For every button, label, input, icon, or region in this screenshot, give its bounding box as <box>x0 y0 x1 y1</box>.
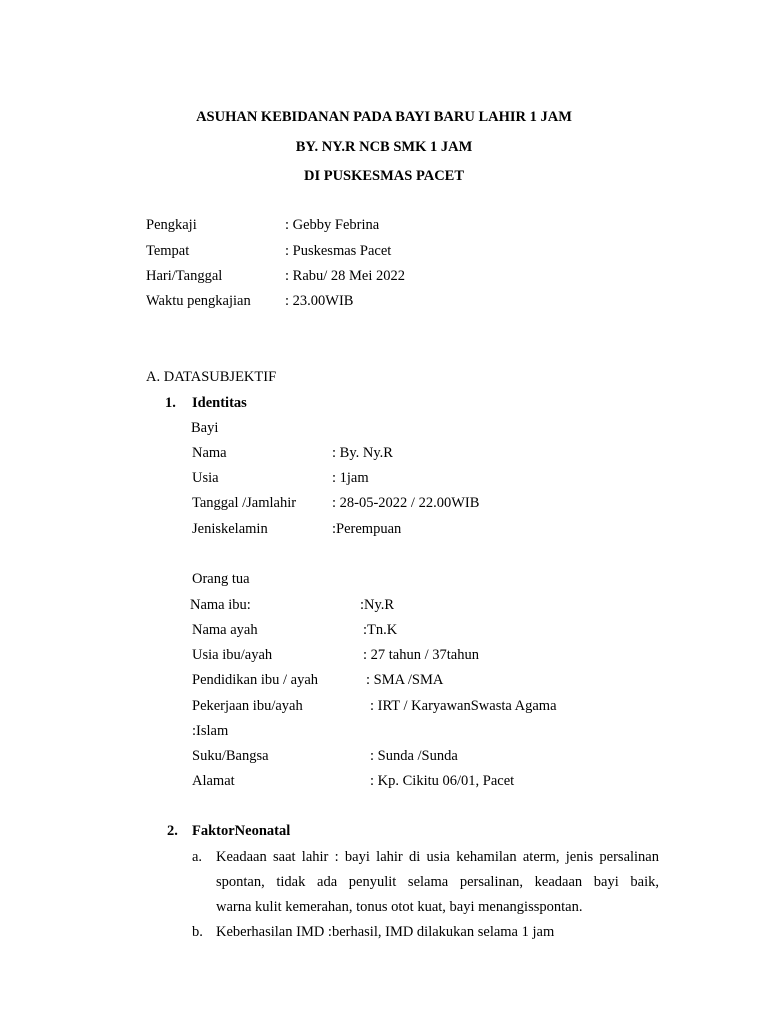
ortu-alamat-value: : Kp. Cikitu 06/01, Pacet <box>370 773 515 789</box>
info-value-pengkaji: : Gebby Febrina <box>285 217 380 233</box>
ortu-pekerjaan-value: : IRT / KaryawanSwasta Agama <box>370 698 557 714</box>
ortu-nama-ibu-value: :Ny.R <box>360 597 395 613</box>
ortu-nama-ibu-label: Nama ibu: <box>190 597 251 613</box>
document-title: ASUHAN KEBIDANAN PADA BAYI BARU LAHIR 1 JAM <box>196 109 572 125</box>
item-2a-line-3: warna kulit kemerahan, tonus otot kuat, bayi menangisspontan. <box>216 899 583 915</box>
ortu-pendidikan-value: : SMA /SMA <box>366 672 444 688</box>
info-label-hari-tanggal: Hari/Tanggal <box>146 268 223 284</box>
info-value-waktu: : 23.00WIB <box>285 293 354 309</box>
document-location: DI PUSKESMAS PACET <box>303 168 465 184</box>
item-2-title: FaktorNeonatal <box>192 823 291 839</box>
info-label-pengkaji: Pengkaji <box>146 217 197 233</box>
bayi-tanggal-value: : 28-05-2022 / 22.00WIB <box>332 495 480 511</box>
item-2b-letter: b. <box>192 924 203 940</box>
bayi-tanggal-label: Tanggal /Jamlahir <box>192 495 297 511</box>
info-value-tempat: : Puskesmas Pacet <box>285 243 392 259</box>
orang-tua-label: Orang tua <box>192 571 250 587</box>
document-subtitle: BY. NY.R NCB SMK 1 JAM <box>295 139 473 155</box>
bayi-label: Bayi <box>191 420 219 436</box>
item-2a-line-1: Keadaan saat lahir : bayi lahir di usia kehamilan aterm, jenis persalinan <box>216 849 659 865</box>
item-2a-letter: a. <box>192 849 203 865</box>
bayi-nama-value: : By. Ny.R <box>332 445 393 461</box>
bayi-usia-value: : 1jam <box>332 470 369 486</box>
info-label-waktu: Waktu pengkajian <box>146 293 251 309</box>
item-2a-line-2: spontan, tidak ada penyulit selama persalinan, keadaan bayi baik, <box>216 874 659 890</box>
ortu-pendidikan-label: Pendidikan ibu / ayah <box>192 672 319 688</box>
item-2-number: 2. <box>167 823 178 839</box>
section-a-heading: A. DATASUBJEKTIF <box>146 369 277 385</box>
ortu-agama-value: :Islam <box>192 723 229 739</box>
item-1-number: 1. <box>165 395 176 411</box>
item-2b-text: Keberhasilan IMD :berhasil, IMD dilakukan selama 1 jam <box>216 924 555 940</box>
ortu-suku-label: Suku/Bangsa <box>192 748 269 764</box>
info-value-hari-tanggal: : Rabu/ 28 Mei 2022 <box>285 268 406 284</box>
ortu-pekerjaan-label: Pekerjaan ibu/ayah <box>192 698 303 714</box>
item-1-title: Identitas <box>192 395 247 411</box>
ortu-alamat-label: Alamat <box>192 773 235 789</box>
bayi-jenis-kelamin-label: Jeniskelamin <box>192 521 268 537</box>
bayi-usia-label: Usia <box>192 470 219 486</box>
ortu-nama-ayah-label: Nama ayah <box>192 622 258 638</box>
info-label-tempat: Tempat <box>146 243 190 259</box>
ortu-suku-value: : Sunda /Sunda <box>370 748 458 764</box>
bayi-jenis-kelamin-value: :Perempuan <box>332 521 402 537</box>
ortu-nama-ayah-value: :Tn.K <box>363 622 398 638</box>
ortu-usia-value: : 27 tahun / 37tahun <box>363 647 479 663</box>
ortu-usia-label: Usia ibu/ayah <box>192 647 273 663</box>
bayi-nama-label: Nama <box>192 445 227 461</box>
